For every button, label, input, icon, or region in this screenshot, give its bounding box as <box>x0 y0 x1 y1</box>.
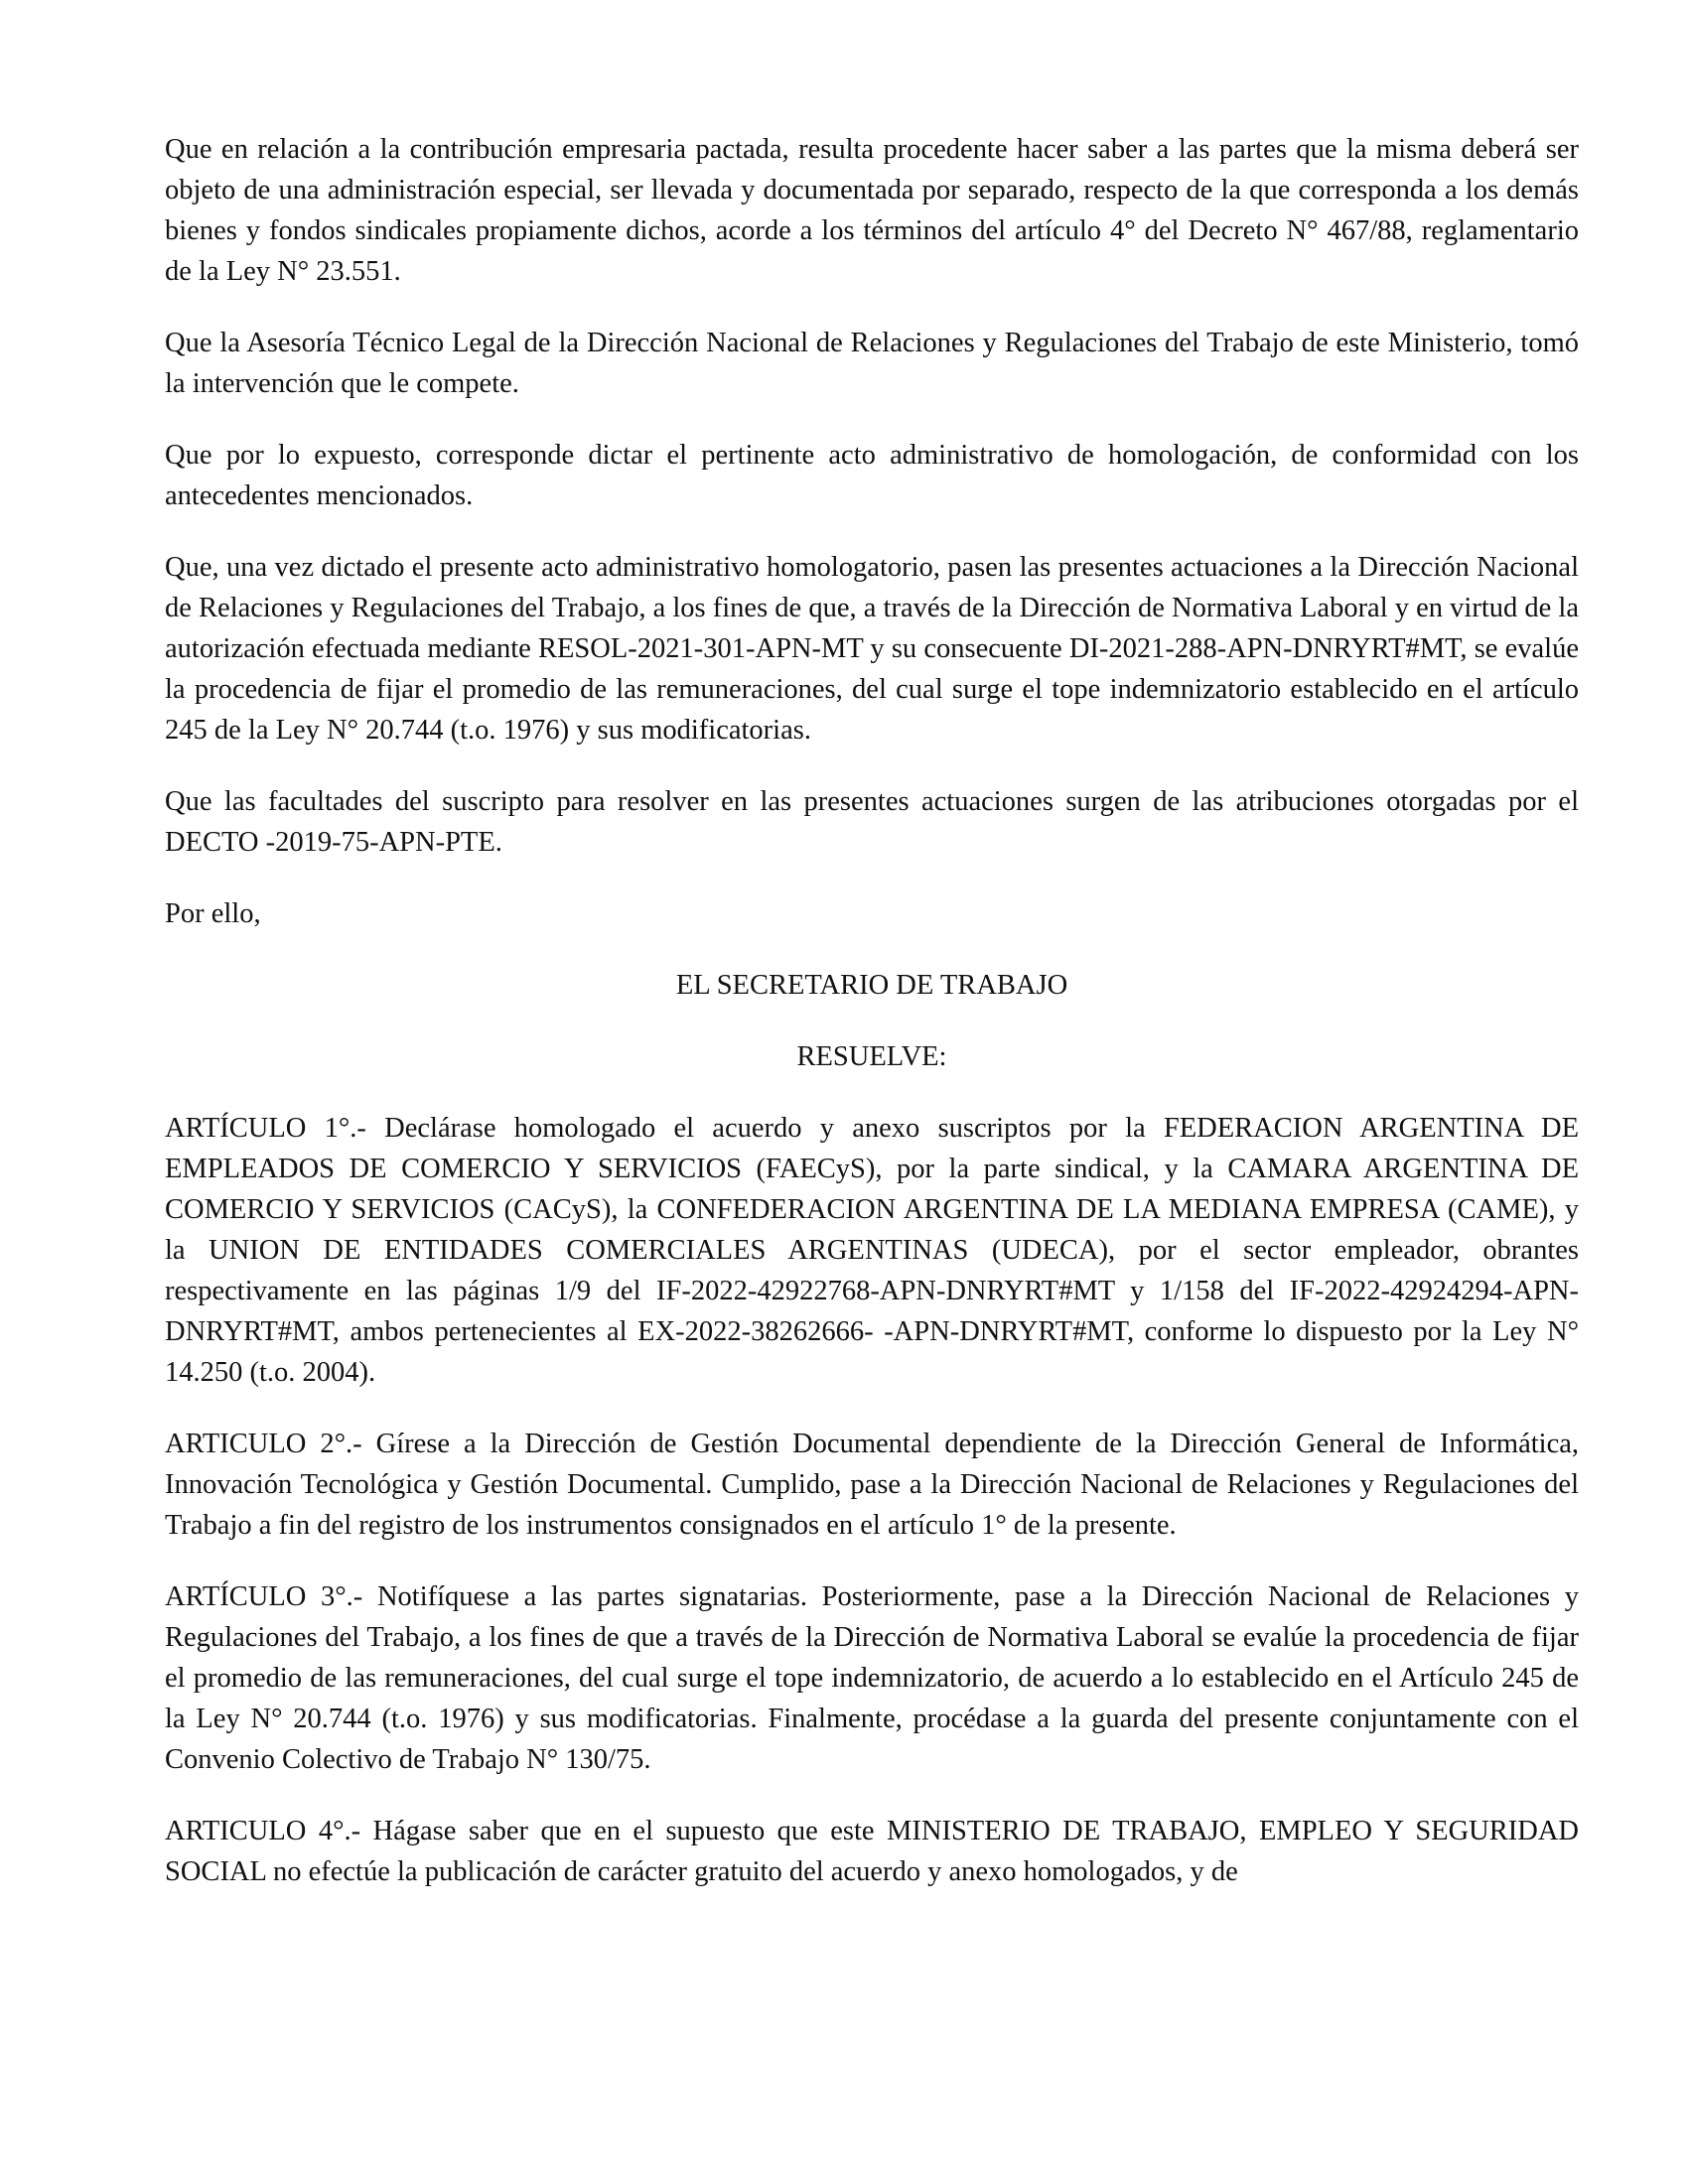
article-3: ARTÍCULO 3°.- Notifíquese a las partes signatarias. Posteriormente, pase a la Dirección Nacional de Relaciones y Regulaciones del Trabajo, a los fines de que a través de la Dirección de Normativa Laboral se evalúe la procedencia de fijar el promedio de las remuneraciones, del cual surge el tope indemnizatorio, de acuerdo a lo establecido en el Artículo 245 de la Ley N° 20.744 (t.o. 1976) y sus modificatorias. Finalmente, procédase a la guarda del presente conjuntamente con el Convenio Colectivo de Trabajo N° 130/75. <box>165 1581 1579 1775</box>
article-1: ARTÍCULO 1°.- Declárase homologado el acuerdo y anexo suscriptos por la FEDERACION ARGENTINA DE EMPLEADOS DE COMERCIO Y SERVICIOS (FAECyS), por la parte sindical, y la CAMARA ARGENTINA DE COMERCIO Y SERVICIOS (CACyS), la CONFEDERACION ARGENTINA DE LA MEDIANA EMPRESA (CAME), y la UNION DE ENTIDADES COMERCIALES ARGENTINAS (UDECA), por el sector empleador, obrantes respectivamente en las páginas 1/9 del IF-2022-42922768-APN-DNRYRT#MT y 1/158 del IF-2022-42924294-APN-DNRYRT#MT, ambos pertenecientes al EX-2022-38262666- -APN-DNRYRT#MT, conforme lo dispuesto por la Ley N° 14.250 (t.o. 2004). <box>165 1113 1579 1388</box>
document-page <box>165 129 1579 1923</box>
resuelve-heading: RESUELVE: <box>796 1041 947 1072</box>
paragraph-facultades: Que las facultades del suscripto para resolver en las presentes actuaciones surgen de las atribuciones otorgadas por el DECTO -2019-75-APN-PTE. <box>165 786 1579 858</box>
article-4: ARTICULO 4°.- Hágase saber que en el supuesto que este MINISTERIO DE TRABAJO, EMPLEO Y SEGURIDAD SOCIAL no efectúe la publicación de carácter gratuito del acuerdo y anexo homologados, y de <box>165 1816 1579 1887</box>
paragraph-por-ello: Por ello, <box>165 898 261 929</box>
paragraph-asesoria: Que la Asesoría Técnico Legal de la Dirección Nacional de Relaciones y Regulaciones del Trabajo de este Ministerio, tomó la intervención que le compete. <box>165 328 1579 399</box>
paragraph-contribucion: Que en relación a la contribución empresaria pactada, resulta procedente hacer saber a las partes que la misma deberá ser objeto de una administración especial, ser llevada y documentada por separado, respecto de la que corresponda a los demás bienes y fondos sindicales propiamente dichos, acorde a los términos del artículo 4° del Decreto N° 467/88, reglamentario de la Ley N° 23.551. <box>165 134 1579 287</box>
paragraph-expuesto: Que por lo expuesto, corresponde dictar el pertinente acto administrativo de homologación, de conformidad con los antecedentes mencionados. <box>165 440 1579 511</box>
authority-heading: EL SECRETARIO DE TRABAJO <box>675 970 1068 1001</box>
article-2: ARTICULO 2°.- Gírese a la Dirección de Gestión Documental dependiente de la Dirección General de Informática, Innovación Tecnológica y Gestión Documental. Cumplido, pase a la Dirección Nacional de Relaciones y Regulaciones del Trabajo a fin del registro de los instrumentos consignados en el artículo 1° de la presente. <box>165 1429 1579 1541</box>
paragraph-homologatorio: Que, una vez dictado el presente acto administrativo homologatorio, pasen las presentes actuaciones a la Dirección Nacional de Relaciones y Regulaciones del Trabajo, a los fines de que, a través de la Dirección de Normativa Laboral y en virtud de la autorización efectuada mediante RESOL-2021-301-APN-MT y su consecuente DI-2021-288-APN-DNRYRT#MT, se evalúe la procedencia de fijar el promedio de las remuneraciones, del cual surge el tope indemnizatorio establecido en el artículo 245 de la Ley N° 20.744 (t.o. 1976) y sus modificatorias. <box>165 552 1579 746</box>
